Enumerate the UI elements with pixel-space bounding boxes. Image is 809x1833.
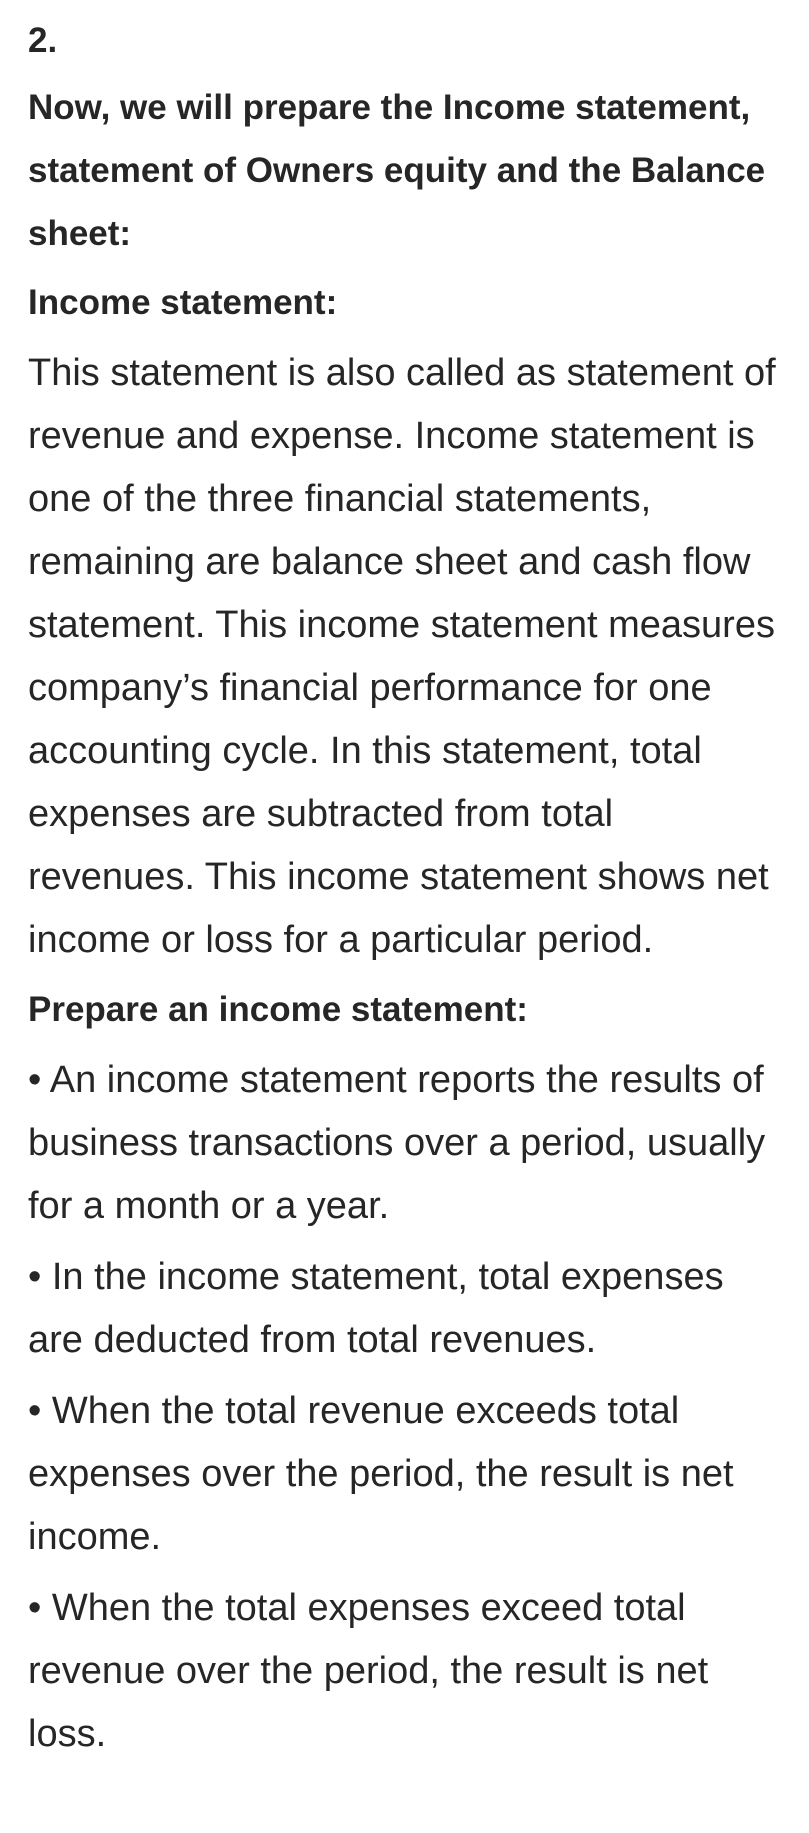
step-number: 2. xyxy=(28,21,58,60)
bullet-item: • An income statement reports the results of business transactions over a period, usually for a month or a year. xyxy=(28,1059,766,1227)
bullet-item: • When the total revenue exceeds total expenses over the period, the result is net income. xyxy=(28,1390,734,1558)
prepare-heading: Prepare an income statement: xyxy=(28,990,528,1029)
income-statement-heading: Income statement: xyxy=(28,283,338,322)
intro-heading: Now, we will prepare the Income statement, statement of Owners equity and the Balance sheet: xyxy=(28,88,766,253)
bullet-item: • In the income statement, total expenses are deducted from total revenues. xyxy=(28,1256,724,1361)
bullet-item: • When the total expenses exceed total revenue over the period, the result is net loss. xyxy=(28,1587,709,1755)
income-statement-paragraph: This statement is also called as statement of revenue and expense. Income statement is one of the three financial statements, remaining are balance sheet and cash flow statement. This income statement measures company’s financial performance for one accounting cycle. In this statement, total expenses are subtracted from total revenues. This income statement shows net income or loss for a particular period. xyxy=(28,352,776,961)
